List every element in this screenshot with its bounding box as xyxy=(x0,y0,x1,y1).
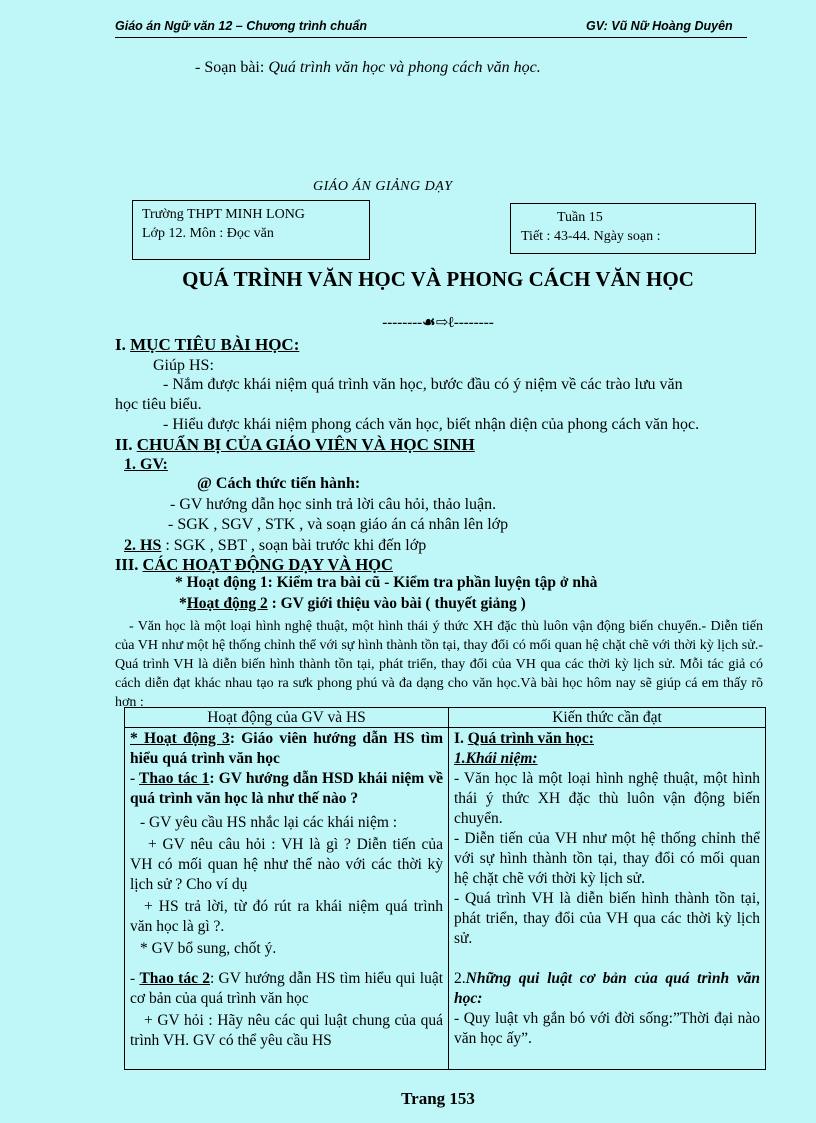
concept-point-3: - Quá trình VH là diễn biến hình thành tồn tại, phát triển, thay đổi của VH qua các thời kỳ lịch sử. xyxy=(454,890,760,947)
activity-3-text: : Giáo viên hướng dẫn HS tìm hiểu quá trình văn học xyxy=(130,730,443,767)
knowledge-cell xyxy=(449,728,766,1070)
objective-1-line2: học tiêu biểu. xyxy=(115,396,202,413)
section-1-number: I. xyxy=(115,335,131,354)
school-box xyxy=(132,200,370,260)
section-2-title: CHUẨN BỊ CỦA GIÁO VIÊN VÀ HỌC SINH xyxy=(136,435,475,454)
knowledge-section-number: I. xyxy=(454,730,468,747)
step-1-p1: - GV yêu cầu HS nhắc lại các khái niệm : xyxy=(140,814,398,831)
section-3-number: III. xyxy=(115,555,143,574)
prep-prefix: - Soạn bài: xyxy=(195,59,269,76)
table-head-right: Kiến thức cần đạt xyxy=(449,708,766,728)
prep-line xyxy=(195,59,541,77)
lesson-table xyxy=(124,707,766,1070)
section-3-title: CÁC HOẠT ĐỘNG DẠY VÀ HỌC xyxy=(142,555,393,574)
activities-cell xyxy=(125,728,449,1070)
section-3-heading xyxy=(115,555,393,575)
step-1 xyxy=(130,769,443,809)
activity-1: * Hoạt động 1: Kiểm tra bài cũ - Kiểm tra phần luyện tập ở nhà xyxy=(175,574,598,591)
laws-number: 2. xyxy=(454,970,466,987)
prep-title: Quá trình văn học và phong cách văn học. xyxy=(268,59,541,76)
week-box xyxy=(510,203,756,254)
step-1-dash: - xyxy=(130,770,140,787)
step-1-label: Thao tác 1 xyxy=(139,770,210,787)
activity-2-label: Hoạt động 2 xyxy=(186,595,268,612)
step-1-text: : GV hướng dẫn HSD khái niệm về quá trình văn học là như thế nào ? xyxy=(130,770,444,807)
step-2-text: : GV hướng dẫn HS tìm hiểu qui luật cơ bản của quá trình văn học xyxy=(130,970,444,1007)
table-header-row xyxy=(125,708,766,728)
table-head-left: Hoạt động của GV và HS xyxy=(125,708,449,728)
step-1-p4: * GV bổ sung, chốt ý. xyxy=(140,940,277,957)
method-heading: @ Cách thức tiến hành: xyxy=(197,475,361,492)
section-1-intro: Giúp HS: xyxy=(153,357,214,374)
hs-label: 2. HS xyxy=(124,537,162,554)
main-title: QUÁ TRÌNH VĂN HỌC VÀ PHONG CÁCH VĂN HỌC xyxy=(182,267,694,291)
objective-2: - Hiểu được khái niệm phong cách văn học, biết nhận diện của phong cách văn học. xyxy=(163,416,700,433)
step-1-p3: + HS trả lời, từ đó rút ra khái niệm quá trình văn học là gì ?. xyxy=(130,898,443,935)
class-subject: Lớp 12. Môn : Đọc văn xyxy=(142,226,274,241)
page-number: Trang 153 xyxy=(401,1089,475,1108)
step-1-p2: + GV nêu câu hỏi : VH là gì ? Diễn tiến của VH có mối quan hệ như thế nào với các thời kỳ lịch sử ? Cho ví dụ xyxy=(130,836,443,893)
step-2-p5: + GV hỏi : Hãy nêu các qui luật chung của quá trình VH. GV có thể yêu cầu HS xyxy=(130,1012,443,1049)
knowledge-section-title: Quá trình văn học: xyxy=(467,730,594,747)
header-left: Giáo án Ngữ văn 12 – Chương trình chuẩn xyxy=(115,19,367,33)
activity-3 xyxy=(130,729,443,769)
table-row xyxy=(125,728,766,1070)
period-date: Tiết : 43-44. Ngày soạn : xyxy=(521,229,661,244)
intro-paragraph: - Văn học là một loại hình nghệ thuật, một hình thái ý thức XH đặc thù luôn vận động biến chuyển.- Diễn tiến của VH như một hệ thống chỉnh thể với sự hình thành tồn tại, thay đổi có mối quan hệ chặt chẽ với thời kỳ lịch sử.- Quá trình VH là diễn biến hình thành tồn tại, phát triển, thay đổi của VH qua các thời kỳ lịch sử. Mỗi tác giả có cách diễn đạt khác nhau tạo ra sưk phong phú và đa dạng cho văn học.Và bài học hôm nay sẽ giúp cá em thấy rõ hơn : xyxy=(115,619,763,710)
concept-point-2: - Diễn tiến của VH như một hệ thống chỉnh thể với sự hình thành tồn tại, thay đổi có mối quan hệ chặt chẽ với thời kỳ lịch sử. xyxy=(454,830,760,887)
step-2-dash: - xyxy=(130,970,140,987)
concept-point-1: - Văn học là một loại hình nghệ thuật, một hình thái ý thức XH đặc thù luôn vận động biến chuyển. xyxy=(454,770,760,827)
activity-2-prefix: * xyxy=(179,595,187,612)
laws-point-1: - Quy luật vh gắn bó với đời sống:”Thời đại nào văn học ấy”. xyxy=(454,1010,760,1047)
step-2 xyxy=(130,969,443,1009)
section-2-heading xyxy=(115,435,475,455)
activity-2 xyxy=(179,595,526,613)
school-name: Trường THPT MINH LONG xyxy=(142,207,305,222)
header-divider xyxy=(115,37,747,38)
ornament-divider: --------☙⇨ℓ-------- xyxy=(382,315,494,331)
week-number: Tuần 15 xyxy=(557,210,603,225)
step-2-label: Thao tác 2 xyxy=(139,970,210,987)
hs-line xyxy=(124,536,426,556)
objective-1-line1: - Nắm được khái niệm quá trình văn học, bước đầu có ý niệm về các trào lưu văn xyxy=(163,376,683,393)
concept-heading: 1.Khái niệm: xyxy=(454,750,538,767)
plan-title: GIÁO ÁN GIẢNG DẠY xyxy=(313,179,453,194)
activity-3-label: * Hoạt động 3 xyxy=(130,730,230,747)
header-right: GV: Vũ Nữ Hoàng Duyên xyxy=(586,19,733,33)
laws-title: Những qui luật cơ bản của quá trình văn học: xyxy=(454,970,760,1007)
hs-text: : SGK , SBT , soạn bài trước khi đến lớp xyxy=(161,537,427,554)
section-1-title: MỤC TIÊU BÀI HỌC: xyxy=(130,335,300,354)
knowledge-section-heading xyxy=(454,729,760,749)
laws-heading xyxy=(454,969,760,1009)
activity-2-text: : GV giới thiệu vào bài ( thuyết giảng ) xyxy=(267,595,526,612)
gv-item-1: - GV hướng dẫn học sinh trả lời câu hỏi, thảo luận. xyxy=(170,496,497,513)
gv-label: 1. GV: xyxy=(124,456,168,473)
gv-item-2: - SGK , SGV , STK , và soạn giáo án cá nhân lên lớp xyxy=(168,516,509,533)
section-1-heading xyxy=(115,335,299,355)
section-2-number: II. xyxy=(115,435,137,454)
